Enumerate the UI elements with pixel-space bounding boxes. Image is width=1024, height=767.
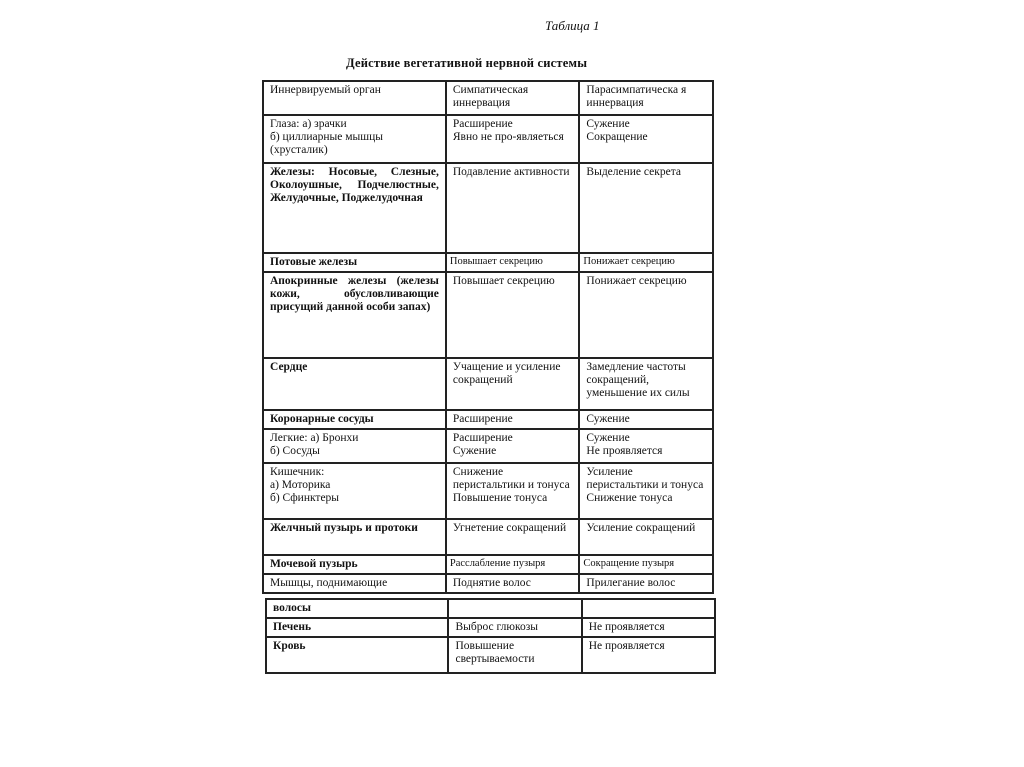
sympathetic-cell: Расширение Явно не про-являеться [446, 115, 580, 163]
table-row [263, 410, 713, 429]
table-row [266, 637, 715, 673]
sympathetic-cell: Повышает секрецию [446, 253, 580, 272]
sympathetic-cell: Повышает секрецию [446, 272, 580, 358]
sympathetic-cell: Расслабление пузыря [446, 555, 580, 574]
organ-cell: Мышцы, поднимающие [263, 574, 446, 593]
table-row [263, 574, 713, 593]
organ-cell: Кровь [266, 637, 448, 673]
table-row [263, 253, 713, 272]
document-title: Действие вегетативной нервной системы [346, 56, 588, 70]
parasympathetic-cell: Понижает секрецию [579, 253, 713, 272]
table-row [266, 599, 715, 618]
sympathetic-cell: Угнетение сокращений [446, 519, 580, 555]
sympathetic-cell: Поднятие волос [446, 574, 580, 593]
parasympathetic-cell: Понижает секрецию [579, 272, 713, 358]
organ-cell: Коронарные сосуды [263, 410, 446, 429]
organ-cell: Потовые железы [263, 253, 446, 272]
parasympathetic-cell: Прилегание волос [579, 574, 713, 593]
table-row [263, 163, 713, 253]
parasympathetic-cell [582, 599, 715, 618]
table-row [263, 463, 713, 519]
table-row [263, 115, 713, 163]
parasympathetic-cell: Сужение Не проявляется [579, 429, 713, 463]
organ-cell: Кишечник: а) Моторика б) Сфинктеры [263, 463, 446, 519]
sympathetic-cell: Повышение свертываемости [448, 637, 581, 673]
organ-cell: Сердце [263, 358, 446, 410]
organ-cell: Мочевой пузырь [263, 555, 446, 574]
parasympathetic-cell: Усиление сокращений [579, 519, 713, 555]
parasympathetic-cell: Не проявляется [582, 618, 715, 637]
parasympathetic-cell: Усиление перистальтики и тонуса Снижение тонуса [579, 463, 713, 519]
organ-cell: Железы: Носовые, Слезные, Околоушные, Подчелюстные, Желудочные, Поджелудочная [263, 163, 446, 253]
column-header: Парасимпатическа я иннервация [579, 81, 713, 115]
table-header-row [263, 81, 713, 115]
column-header: Симпатическая иннервация [446, 81, 580, 115]
parasympathetic-cell: Не проявляется [582, 637, 715, 673]
table-row [263, 519, 713, 555]
sympathetic-cell: Подавление активности [446, 163, 580, 253]
organ-cell: Желчный пузырь и протоки [263, 519, 446, 555]
parasympathetic-cell: Сужение Сокращение [579, 115, 713, 163]
ans-effects-table [262, 80, 714, 594]
parasympathetic-cell: Выделение секрета [579, 163, 713, 253]
column-header: Иннервируемый орган [263, 81, 446, 115]
table-row [263, 555, 713, 574]
organ-cell: Легкие: а) Бронхи б) Сосуды [263, 429, 446, 463]
sympathetic-cell: Расширение [446, 410, 580, 429]
table-caption: Таблица 1 [545, 18, 600, 33]
sympathetic-cell: Снижение перистальтики и тонуса Повышение тонуса [446, 463, 580, 519]
parasympathetic-cell: Сужение [579, 410, 713, 429]
parasympathetic-cell: Сокращение пузыря [579, 555, 713, 574]
sympathetic-cell: Учащение и усиление сокращений [446, 358, 580, 410]
organ-cell: Апокринные железы (железы кожи, обусловливающие присущий данной особи запах) [263, 272, 446, 358]
sympathetic-cell: Выброс глюкозы [448, 618, 581, 637]
organ-cell: Глаза: а) зрачки б) циллиарные мышцы (хрусталик) [263, 115, 446, 163]
table-row [263, 429, 713, 463]
organ-cell: Печень [266, 618, 448, 637]
parasympathetic-cell: Замедление частоты сокращений, уменьшение их силы [579, 358, 713, 410]
table-row [263, 272, 713, 358]
table-row [266, 618, 715, 637]
sympathetic-cell: Расширение Сужение [446, 429, 580, 463]
table-row [263, 358, 713, 410]
sympathetic-cell [448, 599, 581, 618]
organ-cell: волосы [266, 599, 448, 618]
ans-effects-table-continued [265, 598, 716, 674]
